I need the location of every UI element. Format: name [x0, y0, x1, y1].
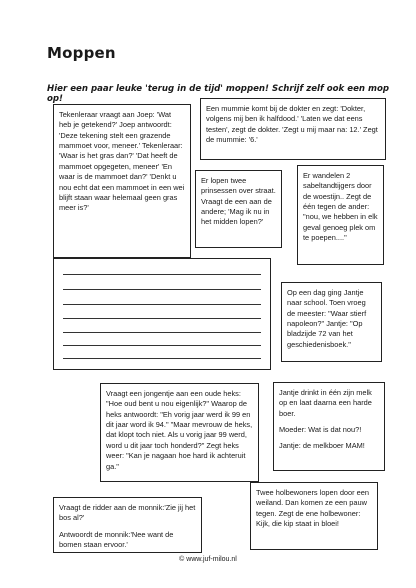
joke-box-peacock — [250, 482, 378, 550]
writing-line — [63, 332, 261, 333]
joke-text: Antwoordt de monnik:'Nee want de bomen staan ervoor.' — [59, 529, 174, 550]
joke-text: Er wandelen 2 sabeltandtijgers door de woestijn.. Zegt de één tegen de ander: "nou, we hebben in elk geval genoeg plek om te poepen...." — [303, 171, 378, 243]
joke-box-mummy — [200, 98, 386, 160]
writing-line — [63, 358, 261, 359]
joke-text: Er lopen twee prinsessen over straat. Vraagt de een aan de andere; 'Mag ik nu in het midden lopen?' — [201, 176, 276, 227]
joke-box-princesses — [195, 170, 282, 248]
joke-text: Een mummie komt bij de dokter en zegt: 'Dokter, volgens mij ben ik halfdood.' 'Laten we dat eens testen', zegt de dokter. 'Zegt u mij maar na: 12.' Zegt de mummie: '6.' — [206, 104, 378, 145]
joke-text: Jantje drinkt in één zijn melk op en laat daarna een harde boer. — [279, 388, 372, 418]
instruction-text: Hier een paar leuke 'terug in de tijd' moppen! Schrijf zelf ook een mop op! — [47, 84, 390, 104]
writing-line — [63, 304, 261, 305]
joke-box-tigers — [297, 165, 384, 265]
joke-text: Tekenleraar vraagt aan Joep: 'Wat heb je getekend?' Joep antwoordt: 'Deze tekening stelt een grazende mammoet voor, meneer.' Tekenleraar: 'Waar is het gras dan?' 'Dat heeft de mammoet opgegeten, meneer' 'En waar is de mammoet dan?' 'Denkt u nou echt dat een mammoet in een wei blijft staan waar helemaal geen gras meer is?' — [59, 110, 185, 213]
joke-text: Vraagt een jongentje aan een oude heks: "Hoe oud bent u nou eigenlijk?" Waarop de heks antwoordt: "Eh vorig jaar werd ik 99 en dit jaar word ik 94." "Maar mevrouw de heks, dat klopt toch niet. Als u vorig jaar 99 werd, word u dit jaar toch honderd?" Zegt heks weer: "Kan je nagaan hoe hard ik achteruit ga." — [106, 389, 253, 471]
joke-box-knight — [53, 497, 202, 553]
joke-text: Op een dag ging Jantje naar school. Toen vroeg de meester: "Waar stierf napoleon?" Jantje: "Op bladzijde 72 van het geschiedenisboek." — [287, 288, 367, 349]
writing-line — [63, 274, 261, 275]
joke-box-teacher — [53, 104, 191, 258]
joke-box-witch — [100, 383, 259, 482]
own-joke-writing-area[interactable] — [53, 258, 271, 370]
page-title: Moppen — [47, 44, 116, 62]
joke-text: Moeder: Wat is dat nou?! — [279, 425, 362, 435]
joke-text: Vraagt de ridder aan de monnik:'Zie jij het bos al?' — [59, 503, 196, 523]
writing-line — [63, 289, 261, 290]
joke-text: Jantje: de melkboer MAM! — [279, 441, 365, 451]
joke-text: Twee holbewoners lopen door een weiland. Dan komen ze een pauw tegen. Zegt de ene holbewoner: Kijk, die kip staat in bloei! — [256, 488, 369, 529]
copyright-footer: © www.juf-milou.nl — [179, 556, 237, 563]
joke-box-napoleon — [281, 282, 382, 362]
joke-box-milk — [273, 382, 385, 471]
writing-line — [63, 318, 261, 319]
writing-line — [63, 345, 261, 346]
